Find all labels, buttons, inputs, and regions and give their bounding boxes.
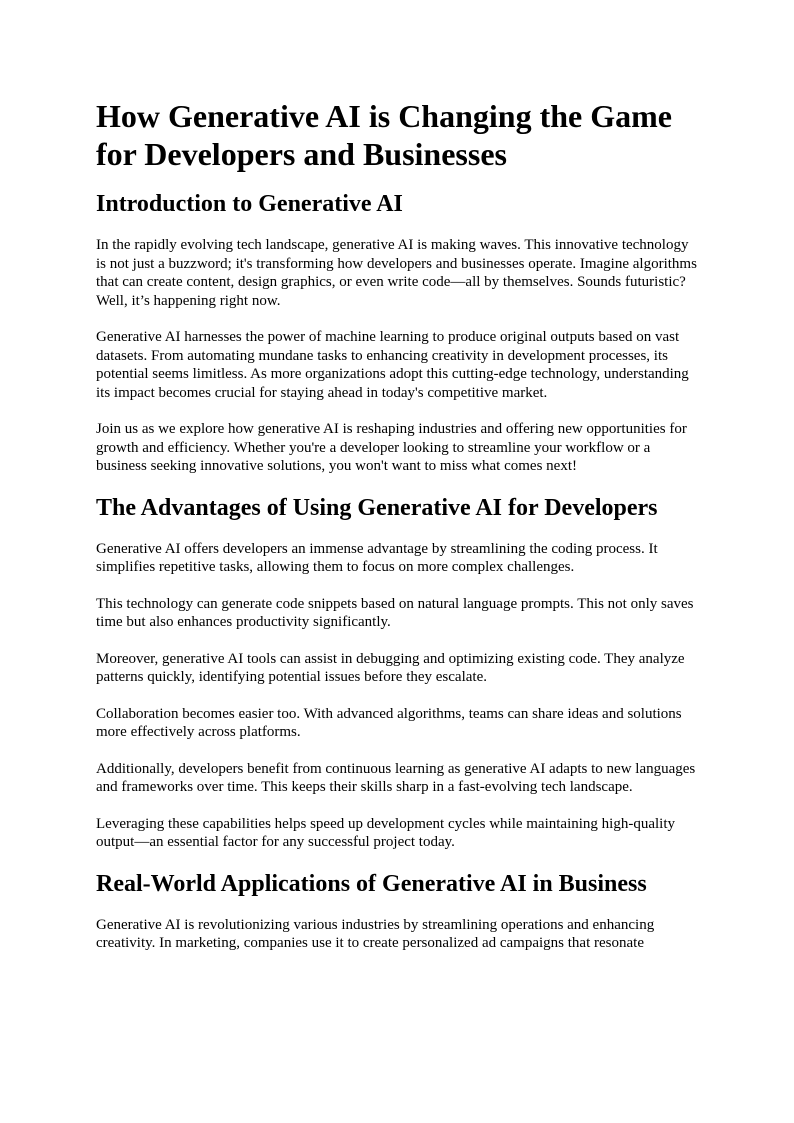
section-applications [96,870,700,953]
paragraph: Additionally, developers benefit from continuous learning as generative AI adapts to new languages and frameworks over time. This keeps their skills sharp in a fast-evolving tech landscape. [96,760,696,795]
paragraph: Collaboration becomes easier too. With advanced algorithms, teams can share ideas and solutions more effectively across platforms. [96,705,682,740]
paragraph: Moreover, generative AI tools can assist in debugging and optimizing existing code. They analyze patterns quickly, identifying potential issues before they escalate. [96,650,685,685]
paragraph: Generative AI is revolutionizing various industries by streamlining operations and enhancing creativity. In marketing, companies use it to create personalized ad campaigns that resonate [96,916,655,951]
paragraph: Leveraging these capabilities helps speed up development cycles while maintaining high-quality output—an essential factor for any successful project today. [96,815,675,850]
section-advantages [96,494,700,852]
paragraph: Generative AI offers developers an immense advantage by streamlining the coding process. It simplifies repetitive tasks, allowing them to focus on more complex challenges. [96,540,658,575]
section-introduction [96,190,700,476]
paragraph: This technology can generate code snippets based on natural language prompts. This not only saves time but also enhances productivity significantly. [96,595,694,630]
section-heading: Real-World Applications of Generative AI in Business [96,870,647,897]
section-heading: Introduction to Generative AI [96,191,403,217]
paragraph: Generative AI harnesses the power of machine learning to produce original outputs based on vast datasets. From automating mundane tasks to enhancing creativity in development processes, its potential seems limitless. As more organizations adopt this cutting-edge technology, understanding its impact becomes crucial for staying ahead in today's competitive market. [96,329,689,401]
paragraph: Join us as we explore how generative AI is reshaping industries and offering new opportunities for growth and efficiency. Whether you're a developer looking to streamline your workflow or a business seeking innovative solutions, you won't want to miss what comes next! [96,421,687,474]
document-title: How Generative AI is Changing the Game for Developers and Businesses [96,98,672,172]
section-heading: The Advantages of Using Generative AI for Developers [96,494,658,521]
document-page [96,97,700,971]
paragraph: In the rapidly evolving tech landscape, generative AI is making waves. This innovative technology is not just a buzzword; it's transforming how developers and businesses operate. Imagine algorithms that can create content, design graphics, or even write code—all by themselves. Sounds futuristic? Well, it’s happening right now. [96,237,697,309]
